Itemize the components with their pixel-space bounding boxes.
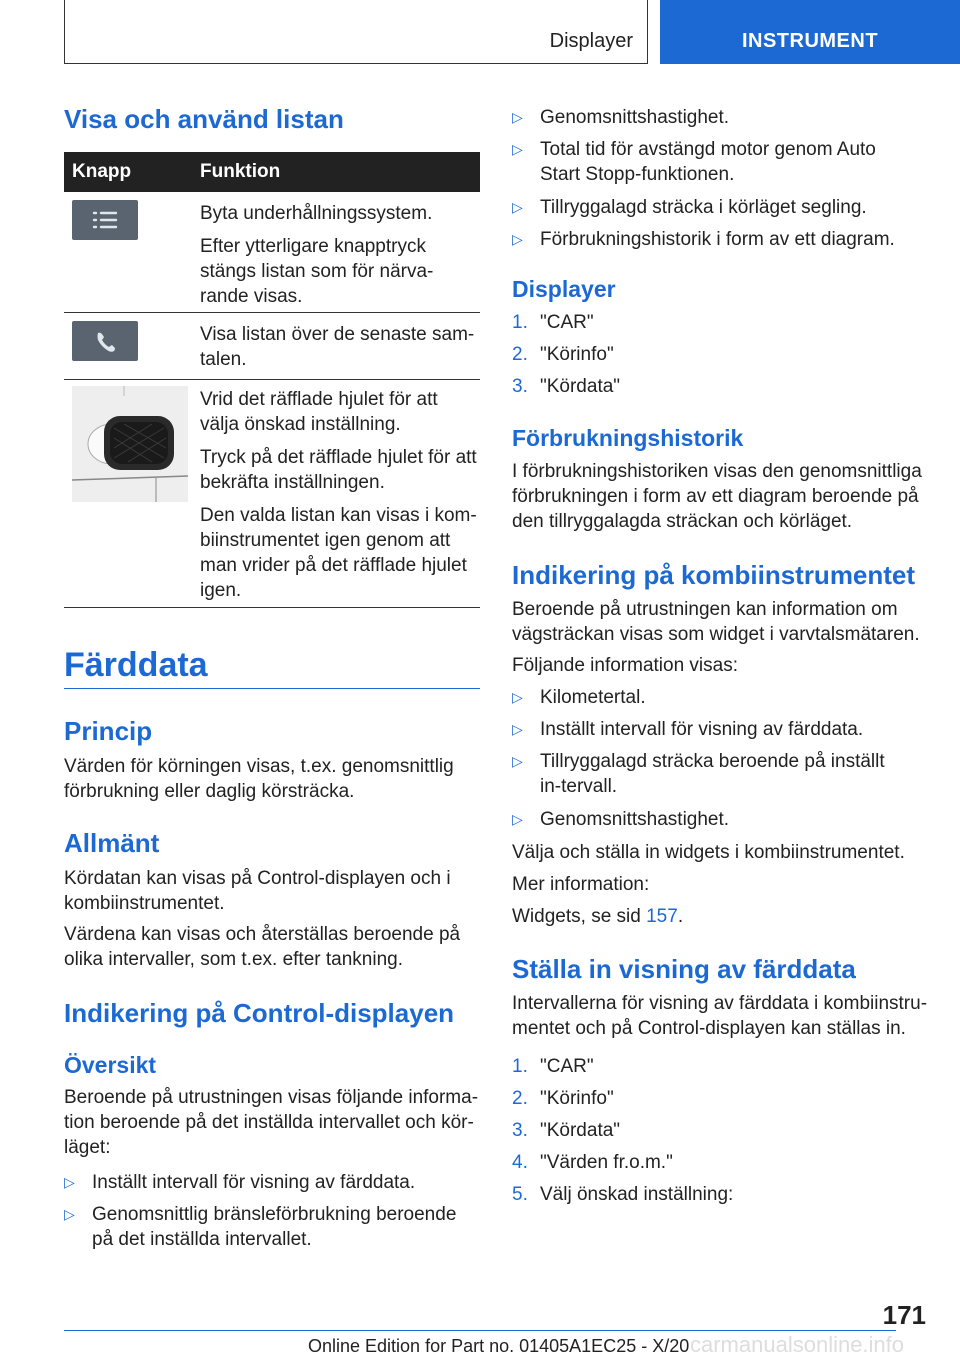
footer-edition: Online Edition for Part no. 01405A1EC25 - X/20 [308, 1336, 690, 1356]
table-col-funktion: Funktion [200, 161, 281, 182]
list-item [64, 1170, 480, 1195]
indik-cd-title: Indikering på Control-displayen [64, 998, 455, 1028]
allmant-text-2: Värdena kan visas och återställas beroende på olika intervaller, som t.ex. efter tankning. [64, 924, 461, 970]
step-text: "Körinfo" [540, 1088, 614, 1109]
bullet-text: Kilometertal. [540, 687, 646, 708]
triangle-bullet-icon: ▷ [512, 231, 523, 247]
list-item [512, 807, 928, 832]
indik-kombi-title: Indikering på kombiinstrumentet [512, 560, 916, 590]
list-icon [72, 200, 138, 240]
table-row-3-text [200, 387, 478, 611]
widgets-reference: Widgets, se sid 157. [512, 906, 684, 927]
controller-knob-image [72, 386, 188, 502]
allmant-text-1: Kördatan kan visas på Control-displayen och i kombiinstrumentet. [64, 868, 451, 914]
page-link[interactable]: 157 [646, 906, 678, 927]
row1-line2: Efter ytterligare knapptryck stängs listan som för närva-rande visas. [200, 236, 434, 307]
bullet-text: Förbrukningshistorik i form av ett diagram. [540, 229, 895, 250]
forbr-text: I förbrukningshistoriken visas den genomsnittliga förbrukningen i form av ett diagram beroende på den tillryggalagda sträckan och körläget. [512, 461, 922, 532]
step-text: "Kördata" [540, 376, 621, 397]
farddata-rule [64, 688, 480, 689]
triangle-bullet-icon: ▷ [64, 1174, 75, 1190]
header-chapter-label: INSTRUMENT [741, 30, 879, 52]
list-item [512, 227, 928, 252]
kombi-text-4: Mer information: [512, 874, 650, 895]
row3-line1: Vrid det räfflade hjulet för att välja önskad inställning. [200, 389, 438, 435]
oversikt-title: Översikt [64, 1052, 157, 1078]
page-number: 171 [882, 1300, 926, 1330]
indik-kombi-text-2: Följande information visas: [512, 655, 738, 676]
table-row-divider [64, 379, 480, 380]
visa-title: Visa och använd listan [64, 104, 344, 134]
row2-line1: Visa listan över de senaste sam-talen. [200, 324, 475, 370]
triangle-bullet-icon: ▷ [512, 721, 523, 737]
step-text: "Körinfo" [540, 344, 614, 365]
widgets-ref-text: Widgets, se sid [512, 906, 641, 927]
stalla-title: Ställa in visning av färddata [512, 954, 856, 984]
bullet-text: Genomsnittshastighet. [540, 809, 730, 830]
stalla-text: Intervallerna för visning av färddata i kombiinstru-mentet och på Control-displayen kan ställas in. [512, 993, 928, 1039]
step-text: "CAR" [540, 312, 594, 333]
row1-line1: Byta underhållningssystem. [200, 203, 433, 224]
bullet-text: Genomsnittlig bränsleförbrukning beroende på det inställda intervallet. [92, 1204, 457, 1250]
princip-title: Princip [64, 716, 153, 746]
list-item: 2. "Körinfo" [512, 1088, 614, 1109]
list-item: 2. "Körinfo" [512, 344, 614, 365]
table-row-divider [64, 312, 480, 313]
step-text: "CAR" [540, 1056, 594, 1077]
triangle-bullet-icon: ▷ [512, 689, 523, 705]
list-item: 1. "CAR" [512, 312, 594, 333]
list-item: 3. "Kördata" [512, 1120, 621, 1141]
triangle-bullet-icon: ▷ [512, 753, 523, 769]
bullet-text: Inställt intervall för visning av färddata. [92, 1172, 416, 1193]
step-text: Välj önskad inställning: [540, 1184, 734, 1205]
header-section-label: Displayer [549, 30, 633, 52]
farddata-title: Färddata [64, 646, 208, 684]
row3-line2: Tryck på det räfflade hjulet för att bekräfta inställningen. [200, 447, 477, 493]
bullet-text: Total tid för avstängd motor genom Auto Start Stopp-funktionen. [540, 139, 876, 185]
table-row-divider [64, 607, 480, 608]
bullet-text: Genomsnittshastighet. [540, 107, 730, 128]
allmant-title: Allmänt [64, 828, 160, 858]
step-text: "Värden fr.o.m." [540, 1152, 673, 1173]
phone-icon [72, 321, 138, 361]
list-item [64, 1202, 480, 1252]
row3-line3: Den valda listan kan visas i kom-biinstrumentet igen genom att man vrider på det räfflade hjulet igen. [200, 505, 477, 601]
oversikt-text: Beroende på utrustningen visas följande informa-tion beroende på det inställda intervallet och kör-läget: [64, 1087, 479, 1158]
list-item [512, 685, 928, 710]
triangle-bullet-icon: ▷ [64, 1206, 75, 1222]
princip-text: Värden för körningen visas, t.ex. genomsnittlig förbrukning eller daglig körsträcka. [64, 756, 454, 802]
bullet-text: Tillryggalagd sträcka beroende på inställt in-tervall. [540, 751, 885, 797]
bullet-text: Tillryggalagd sträcka i körläget segling. [540, 197, 867, 218]
header-chapter-tab [660, 0, 960, 64]
step-text: "Kördata" [540, 1120, 621, 1141]
forbr-title: Förbrukningshistorik [512, 425, 744, 451]
watermark: carmanualsonline.info [690, 1332, 905, 1357]
header-section-box [64, 0, 648, 64]
footer-rule [64, 1330, 896, 1331]
triangle-bullet-icon: ▷ [512, 141, 523, 157]
list-item [512, 137, 928, 187]
indik-kombi-text-1: Beroende på utrustningen kan information om vägsträckan visas som widget i varvtalsmätaren. [512, 599, 920, 645]
list-item: 4. "Värden fr.o.m." [512, 1152, 673, 1173]
table-header [64, 152, 480, 192]
list-item [512, 195, 928, 220]
displayer-title: Displayer [512, 276, 616, 302]
table-col-knapp: Knapp [72, 161, 132, 182]
triangle-bullet-icon: ▷ [512, 199, 523, 215]
list-item [512, 105, 928, 130]
list-item [512, 717, 928, 742]
list-item [512, 749, 928, 799]
list-item: 5. Välj önskad inställning: [512, 1184, 734, 1205]
kombi-text-3: Välja och ställa in widgets i kombiinstrumentet. [512, 842, 905, 863]
list-item: 3. "Kördata" [512, 376, 621, 397]
triangle-bullet-icon: ▷ [512, 109, 523, 125]
list-item: 1. "CAR" [512, 1056, 594, 1077]
triangle-bullet-icon: ▷ [512, 811, 523, 827]
table-row-2-text [200, 322, 478, 380]
bullet-text: Inställt intervall för visning av färddata. [540, 719, 864, 740]
table-row-1-text [200, 201, 478, 317]
